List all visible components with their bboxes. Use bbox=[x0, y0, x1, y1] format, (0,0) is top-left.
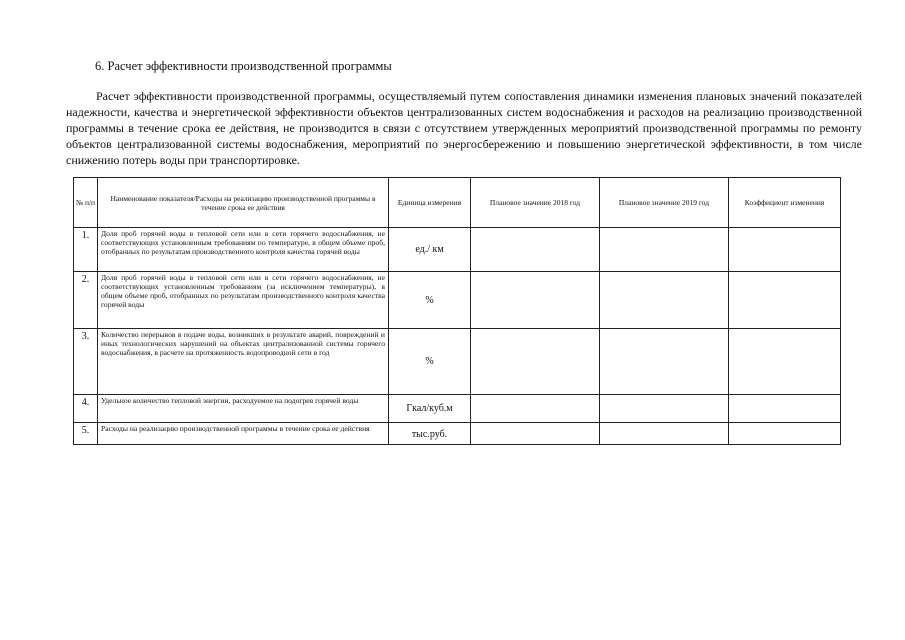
table-header-row bbox=[74, 178, 841, 228]
row-number: 2. bbox=[74, 272, 98, 329]
row-plan-2018 bbox=[471, 272, 600, 329]
table-row bbox=[74, 228, 841, 272]
header-name: Наименование показателя/Расходы на реализацию производственной программы в течение срока ее действия bbox=[98, 178, 389, 228]
row-name: Количество перерывов в подаче воды, возникших в результате аварий, повреждений и иных технологических нарушений на объектах централизованной системы горячего водоснабжения, в расчете на протяженность водопроводной сети в год bbox=[98, 329, 389, 395]
row-number: 4. bbox=[74, 395, 98, 423]
row-coefficient bbox=[729, 228, 841, 272]
header-unit: Единица измерения bbox=[389, 178, 471, 228]
header-plan-2018: Плановое значение 2018 год bbox=[471, 178, 600, 228]
row-number: 5. bbox=[74, 423, 98, 445]
row-plan-2019 bbox=[600, 423, 729, 445]
row-coefficient bbox=[729, 329, 841, 395]
row-name: Доля проб горячей воды в тепловой сети или в сети горячего водоснабжения, не соответствующих установленным требованиям (за исключением температуры), в общем объеме проб, отобранных по результатам производственного контроля качества горячей воды bbox=[98, 272, 389, 329]
row-unit: % bbox=[389, 329, 471, 395]
row-plan-2019 bbox=[600, 395, 729, 423]
row-unit: ед./ км bbox=[389, 228, 471, 272]
row-plan-2019 bbox=[600, 272, 729, 329]
row-unit: тыс.руб. bbox=[389, 423, 471, 445]
row-plan-2018 bbox=[471, 423, 600, 445]
body-paragraph: Расчет эффективности производственной программы, осуществляемый путем сопоставления динамики изменения плановых значений показателей надежности, качества и энергетической эффективности объектов централизованных систем водоснабжения и расходов на реализацию производственной программы в течение срока ее действия, не производится в связи с отсутствием утвержденных мероприятий производственной программы по ремонту объектов централизованной системы водоснабжения, мероприятий по энергосбережению и повышению энергетической эффективности, в том числе снижению потерь воды при транспортировке. bbox=[66, 89, 862, 167]
row-name: Удельное количество тепловой энергии, расходуемое на подогрев горячей воды bbox=[98, 395, 389, 423]
row-coefficient bbox=[729, 395, 841, 423]
row-name: Доля проб горячей воды в тепловой сети или в сети горячего водоснабжения, не соответствующих установленным требованиям по температуре, в общем объеме проб, отобранных по результатам производственного контроля качества горячей воды bbox=[98, 228, 389, 272]
row-plan-2018 bbox=[471, 228, 600, 272]
table-row bbox=[74, 423, 841, 445]
row-number: 3. bbox=[74, 329, 98, 395]
row-number: 1. bbox=[74, 228, 98, 272]
row-plan-2019 bbox=[600, 329, 729, 395]
efficiency-table bbox=[73, 177, 841, 445]
row-unit: Гкал/куб.м bbox=[389, 395, 471, 423]
table-row bbox=[74, 272, 841, 329]
row-plan-2018 bbox=[471, 395, 600, 423]
table-row bbox=[74, 329, 841, 395]
header-coefficient: Коэффициент изменения bbox=[729, 178, 841, 228]
table-row bbox=[74, 395, 841, 423]
row-coefficient bbox=[729, 423, 841, 445]
row-unit: % bbox=[389, 272, 471, 329]
row-name: Расходы на реализацию производственной программы в течение срока ее действия bbox=[98, 423, 389, 445]
section-title: 6. Расчет эффективности производственной программы bbox=[95, 59, 392, 73]
row-plan-2019 bbox=[600, 228, 729, 272]
row-plan-2018 bbox=[471, 329, 600, 395]
row-coefficient bbox=[729, 272, 841, 329]
header-plan-2019: Плановое значение 2019 год bbox=[600, 178, 729, 228]
header-number: № п/п bbox=[74, 178, 98, 228]
